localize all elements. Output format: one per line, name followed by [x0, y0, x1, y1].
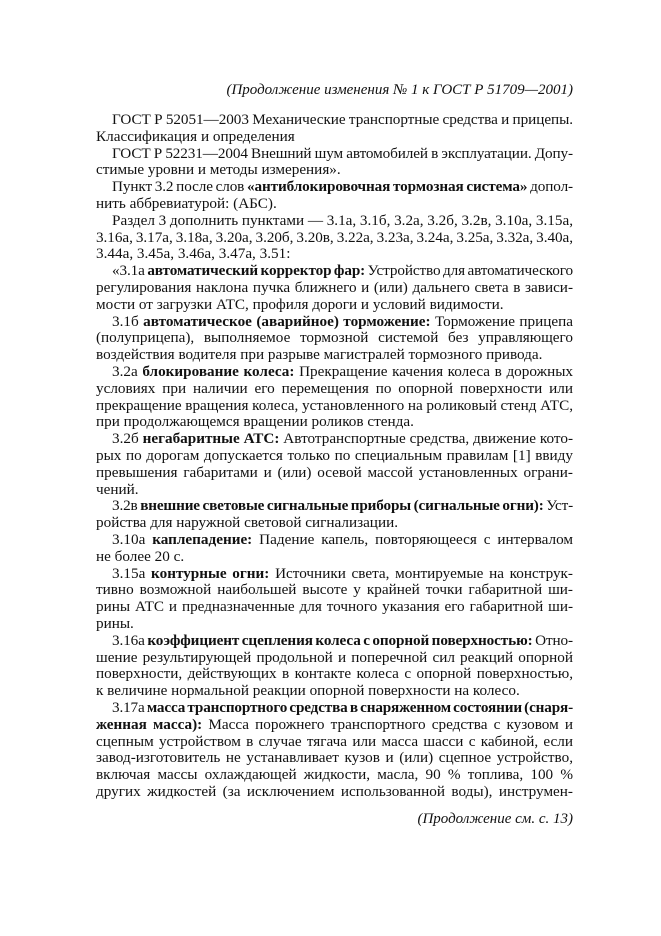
line-text: Прекращение качения колеса в дорожных: [294, 363, 573, 380]
text-line: [112, 146, 573, 162]
text-line: [112, 263, 573, 279]
text-line: [96, 297, 573, 313]
line-text: Торможение прицепа: [430, 312, 573, 330]
text-line: [96, 414, 573, 430]
text-line: [96, 616, 573, 632]
text-line: [96, 162, 573, 178]
line-text: регулирования наклона пучка ближнего и (или) дальнего света в зависи-: [96, 279, 573, 296]
line-text: мости от загрузки АТС, профиля дороги и условий видимости.: [96, 295, 504, 313]
text-line: [96, 129, 573, 145]
line-text: ГОСТ Р 52231—2004 Внешний шум автомобилей в эксплуатации. Допу-: [112, 144, 573, 162]
text-line: [96, 734, 573, 750]
line-text: 3.1б: [112, 312, 144, 330]
line-text: 3.2в: [112, 497, 141, 515]
term-bold: женная масса):: [96, 715, 203, 733]
line-text: (полуприцепа), выполняемое тормозной системой без управляющего: [96, 329, 573, 347]
term-bold: автоматическое (аварийное) торможение:: [143, 312, 431, 330]
line-text: «3.1а: [112, 262, 148, 280]
text-line: [112, 700, 573, 716]
text-line: [96, 196, 573, 212]
line-text: ГОСТ Р 52051—2003 Механические транспортные средства и прицепы.: [112, 111, 573, 128]
text-line: [96, 330, 573, 346]
line-text: не более 20 с.: [96, 547, 185, 565]
line-text: условиях при наличии его перемещения по опорной поверхности или: [96, 379, 573, 397]
continuation-header: (Продолжение изменения № 1 к ГОСТ Р 51709—2001): [226, 82, 573, 98]
term-bold: негабаритные АТС:: [142, 430, 280, 448]
text-line: [112, 498, 573, 514]
text-line: [112, 532, 573, 548]
text-line: [112, 314, 573, 330]
line-text: завод-изготовитель не устанавливает кузов и (или) сцепное устройство,: [96, 749, 573, 767]
term-bold: каплепадение:: [152, 531, 253, 548]
line-text: включая массы охлаждающей жидкости, масла, 90 % топлива, 100 %: [96, 766, 573, 784]
text-line: [112, 179, 573, 195]
line-text: рины.: [96, 615, 134, 632]
line-text: чений.: [96, 480, 139, 498]
text-line: [96, 482, 573, 498]
line-text: при продолжающемся вращении роликов стенда.: [96, 413, 414, 431]
line-text: Устройство для автоматического: [365, 262, 573, 280]
line-text: допол-: [527, 178, 574, 196]
text-line: [96, 381, 573, 397]
line-text: Классификация и определения: [96, 127, 295, 145]
text-line: [112, 431, 573, 447]
line-text: Автотранспортные средства, движение кото-: [279, 430, 574, 448]
text-line: [96, 666, 573, 682]
line-text: Отно-: [532, 631, 573, 649]
text-line: [96, 448, 573, 464]
term-bold: внешние световые сигнальные приборы (сигнальные огни):: [140, 497, 544, 515]
line-text: 3.2а: [112, 363, 143, 380]
line-text: стимые уровни и методы измерения».: [96, 161, 341, 179]
line-text: Падение капель, повторяющееся с интервалом: [252, 531, 573, 548]
line-text: 3.16а, 3.17а, 3.18а, 3.20а, 3.20б, 3.20в, 3.22а, 3.23а, 3.24а, 3.25а, 3.32а, 3.40а,: [96, 228, 573, 246]
text-line: [96, 347, 573, 363]
text-line: [96, 246, 573, 262]
text-line: [96, 599, 573, 615]
line-text: Раздел 3 дополнить пунктами — 3.1а, 3.1б, 3.2а, 3.2б, 3.2в, 3.10а, 3.15а,: [112, 211, 573, 229]
line-text: Масса порожнего транспортного средства с кузовом и: [202, 715, 573, 733]
line-text: Источники света, монтируемые на конструк-: [269, 564, 573, 582]
text-line: [96, 650, 573, 666]
line-text: рых по дорогам допускается только по специальным правилам [1] ввиду: [96, 447, 573, 464]
line-text: нить аббревиатурой: (АБС).: [96, 195, 277, 212]
line-text: сцепным устройством в случае тягача или масса шасси с кабиной, если: [96, 732, 573, 750]
continuation-footer: (Продолжение см. с. 13): [417, 811, 573, 827]
text-line: [96, 717, 573, 733]
text-line: [96, 230, 573, 246]
term-bold: коэффициент сцепления колеса с опорной поверхностью:: [147, 631, 533, 649]
term-bold: масса транспортного средства в снаряженном состоянии (снаря-: [146, 699, 573, 716]
line-text: 3.10а: [112, 531, 153, 548]
term-bold: блокирование колеса:: [142, 363, 295, 380]
line-text: шение результирующей продольной и поперечной сил реакций опорной: [96, 648, 573, 666]
text-line: [96, 549, 573, 565]
text-line: [112, 213, 573, 229]
text-line: [96, 750, 573, 766]
text-line: [96, 683, 573, 699]
text-line: [96, 280, 573, 296]
line-text: 3.16а: [112, 631, 148, 649]
text-line: [112, 633, 573, 649]
line-text: Пункт 3.2 после слов: [112, 178, 247, 196]
line-text: 3.15а: [112, 564, 152, 582]
line-text: превышения габаритами и (или) осевой массой установленных ограни-: [96, 463, 573, 481]
text-line: [96, 582, 573, 598]
line-text: к величине нормальной реакции опорной поверхности на колесо.: [96, 682, 520, 700]
text-line: [96, 398, 573, 414]
text-line: [112, 112, 573, 128]
text-line: [96, 784, 573, 800]
text-line: [96, 767, 573, 783]
term-bold: контурные огни:: [151, 564, 270, 582]
line-text: 3.44а, 3.45а, 3.46а, 3.47а, 3.51:: [96, 245, 291, 263]
line-text: ройства для наружной световой сигнализации.: [96, 514, 398, 532]
line-text: 3.2б: [112, 430, 143, 448]
line-text: Уст-: [543, 497, 573, 515]
line-text: поверхности, действующих в контакте колеса с опорной поверхностью,: [96, 665, 573, 683]
line-text: 3.17а: [112, 699, 147, 716]
line-text: рины АТС и предназначенные для точного указания его габаритной ши-: [96, 598, 573, 616]
line-text: других жидкостей (за исключением использованной воды), инструмен-: [96, 783, 573, 800]
line-text: воздействия водителя при разрыве магистралей тормозного привода.: [96, 346, 543, 364]
text-line: [112, 364, 573, 380]
line-text: прекращение вращения колеса, установленного на роликовый стенд АТС,: [96, 396, 573, 414]
line-text: тивно возможной наибольшей высоте у крайней точки габаритной ши-: [96, 581, 573, 599]
text-line: [112, 566, 573, 582]
text-line: [96, 465, 573, 481]
term-bold: «антиблокировочная тормозная система»: [247, 178, 528, 196]
text-line: [96, 515, 573, 531]
term-bold: автоматический корректор фар:: [147, 262, 366, 280]
